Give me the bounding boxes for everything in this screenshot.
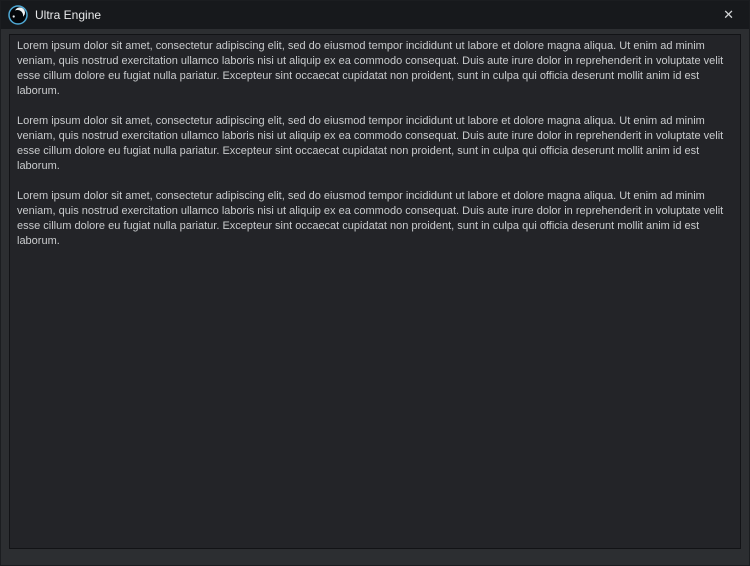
lorem-paragraph-1: Lorem ipsum dolor sit amet, consectetur adipiscing elit, sed do eiusmod tempor incididunt ut labore et dolore magna aliqua. Ut enim ad minim veniam, quis nostrud exercitation ullamco laboris nisi ut aliquip ex ea commodo consequat. Duis aute irure dolor in reprehenderit in voluptate velit esse cillum dolore eu fugiat nulla pariatur. Excepteur sint occaecat cupidatat non proident, sunt in culpa qui officia deserunt mollit anim id est laborum.: [17, 40, 724, 97]
window-title: Ultra Engine: [35, 8, 102, 22]
close-button[interactable]: [716, 6, 741, 25]
close-icon: ✕: [723, 7, 734, 23]
titlebar[interactable]: [1, 1, 749, 29]
lorem-paragraph-3: Lorem ipsum dolor sit amet, consectetur adipiscing elit, sed do eiusmod tempor incididunt ut labore et dolore magna aliqua. Ut enim ad minim veniam, quis nostrud exercitation ullamco laboris nisi ut aliquip ex ea commodo consequat. Duis aute irure dolor in reprehenderit in voluptate velit esse cillum dolore eu fugiat nulla pariatur. Excepteur sint occaecat cupidatat non proident, sunt in culpa qui officia deserunt mollit anim id est laborum.: [17, 190, 724, 247]
lorem-paragraph-2: Lorem ipsum dolor sit amet, consectetur adipiscing elit, sed do eiusmod tempor incididunt ut labore et dolore magna aliqua. Ut enim ad minim veniam, quis nostrud exercitation ullamco laboris nisi ut aliquip ex ea commodo consequat. Duis aute irure dolor in reprehenderit in voluptate velit esse cillum dolore eu fugiat nulla pariatur. Excepteur sint occaecat cupidatat non proident, sunt in culpa qui officia deserunt mollit anim id est laborum.: [17, 115, 724, 172]
window-body: [1, 29, 749, 565]
text-area[interactable]: [9, 34, 741, 549]
ultra-engine-sphere-logo-icon: [8, 5, 28, 25]
